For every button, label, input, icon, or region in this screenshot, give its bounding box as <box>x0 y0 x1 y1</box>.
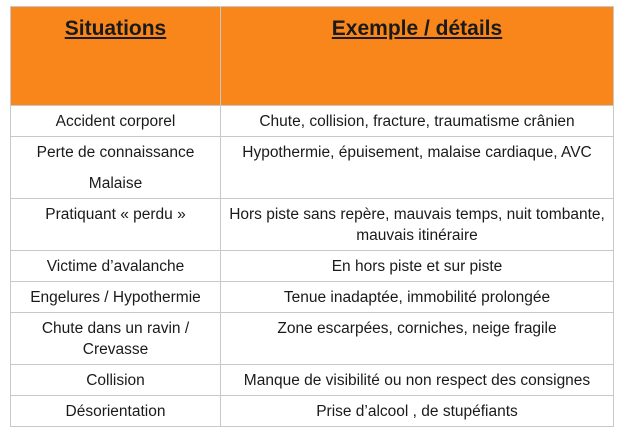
details-cell: Hors piste sans repère, mauvais temps, nuit tombante, mauvais itinéraire <box>221 199 614 251</box>
table-row <box>11 199 614 251</box>
situation-label: Chute dans un ravin / Crevasse <box>41 320 190 358</box>
situation-label: Collision <box>86 372 145 389</box>
details-cell: Manque de visibilité ou non respect des consignes <box>221 365 614 396</box>
details-cell: Chute, collision, fracture, traumatisme crânien <box>221 106 614 137</box>
table-row <box>11 137 614 199</box>
details-cell: En hors piste et sur piste <box>221 251 614 282</box>
header-situations: Situations <box>11 7 221 106</box>
table-row <box>11 106 614 137</box>
situation-label: Perte de connaissance <box>36 144 195 161</box>
situation-cell <box>11 396 221 427</box>
situation-label: Accident corporel <box>55 113 176 130</box>
table-row <box>11 313 614 365</box>
table-row <box>11 251 614 282</box>
situation-cell <box>11 106 221 137</box>
situation-label: Désorientation <box>65 403 166 420</box>
table-row <box>11 282 614 313</box>
situation-cell <box>11 282 221 313</box>
table-header <box>11 7 614 106</box>
table-row <box>11 396 614 427</box>
details-cell: Prise d’alcool , de stupéfiants <box>221 396 614 427</box>
situations-table <box>10 6 614 427</box>
situation-label: Engelures / Hypothermie <box>30 289 201 306</box>
header-details: Exemple / détails <box>221 7 614 106</box>
situation-cell <box>11 199 221 251</box>
details-cell: Tenue inadaptée, immobilité prolongée <box>221 282 614 313</box>
situation-cell <box>11 365 221 396</box>
situation-cell <box>11 137 221 199</box>
details-cell: Hypothermie, épuisement, malaise cardiaque, AVC <box>221 137 614 199</box>
situation-cell <box>11 313 221 365</box>
situation-label-secondary: Malaise <box>88 175 143 192</box>
table-row <box>11 365 614 396</box>
situation-cell <box>11 251 221 282</box>
details-cell: Zone escarpées, corniches, neige fragile <box>221 313 614 365</box>
situation-label: Pratiquant « perdu » <box>45 206 186 223</box>
situation-label: Victime d’avalanche <box>46 258 185 275</box>
